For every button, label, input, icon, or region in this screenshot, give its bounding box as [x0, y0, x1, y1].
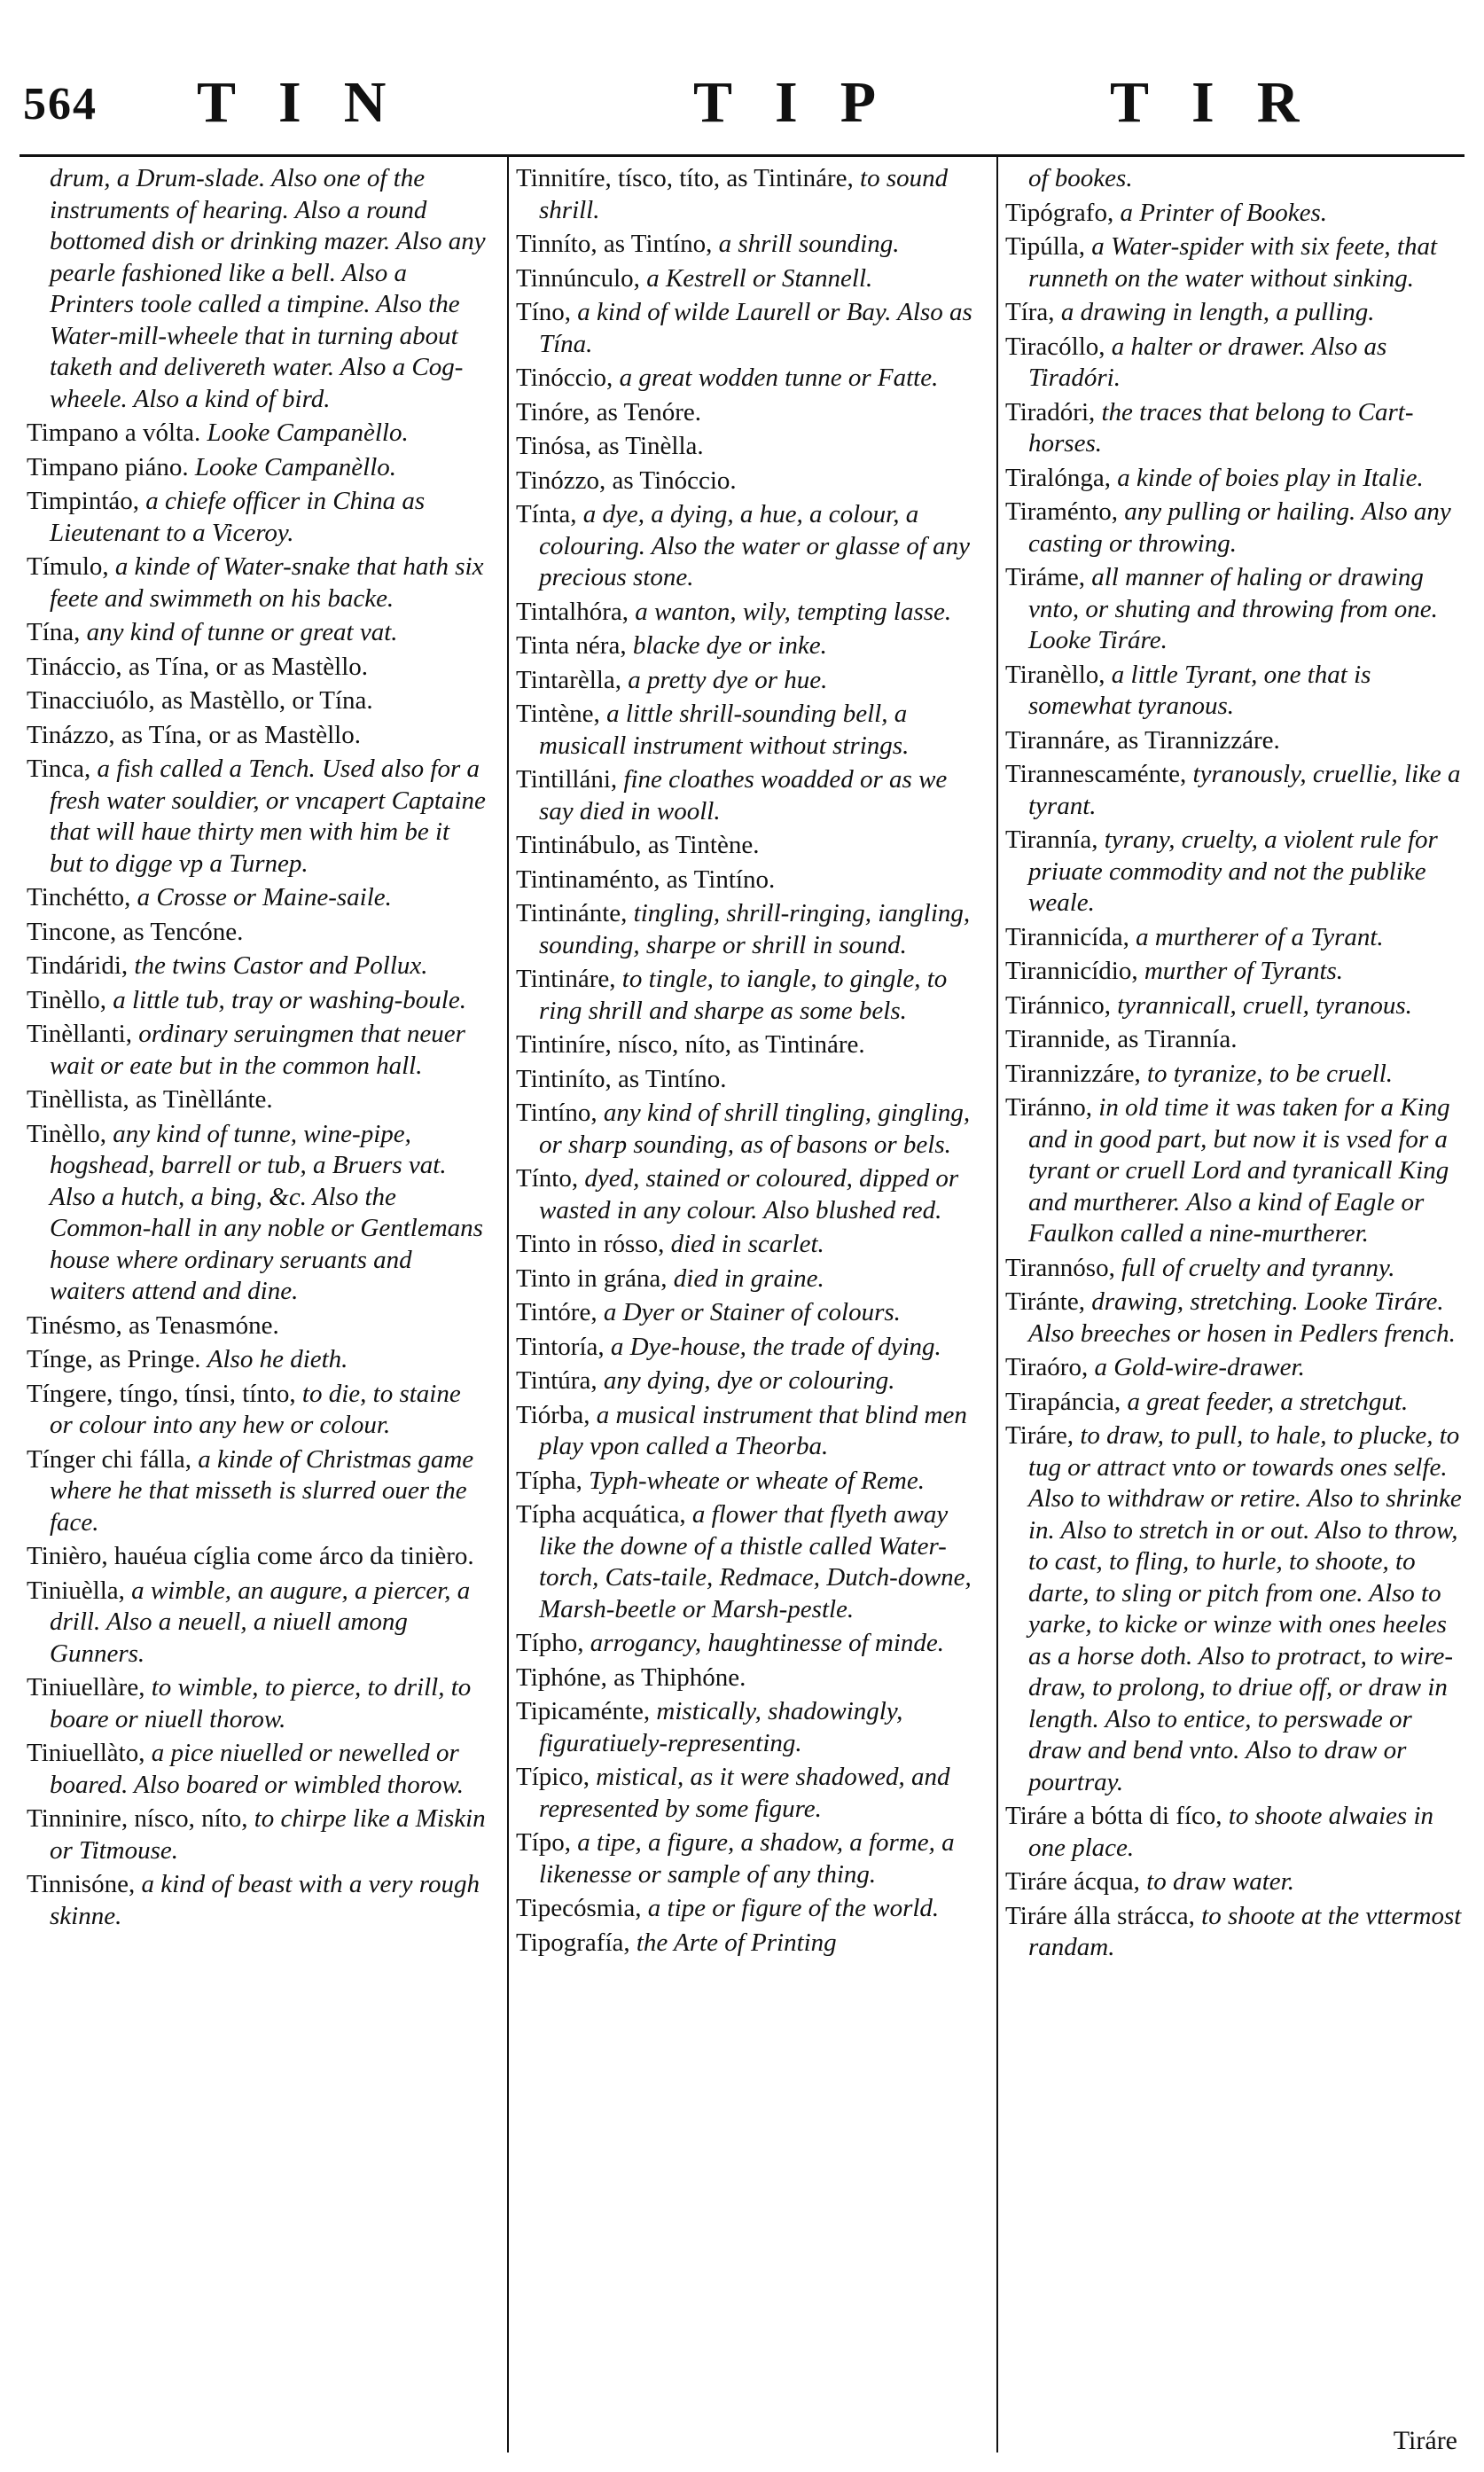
headword: Tinto in rósso,: [516, 1230, 665, 1258]
headword: Tintiníre, nísco, níto, as Tintináre.: [516, 1030, 865, 1059]
headword: Tiraménto,: [1005, 497, 1119, 526]
dictionary-entry: [516, 1696, 977, 1759]
headword: Tinèllista, as Tinèllánte.: [27, 1085, 273, 1114]
definition: to tyranize, to be cruell.: [1146, 1059, 1394, 1088]
dictionary-entry: [516, 1662, 977, 1694]
dictionary-entry: [1005, 1387, 1466, 1419]
headword: Tinóccio,: [516, 364, 613, 392]
definition: a drawing in length, a pulling.: [1060, 298, 1375, 326]
dictionary-entry: [1005, 198, 1466, 230]
dictionary-entry: [516, 499, 977, 594]
headword: Tipecósmia,: [516, 1894, 642, 1922]
definition: a Kestrell or Stannell.: [646, 263, 873, 293]
headword: Tinto in grána,: [516, 1263, 668, 1293]
dictionary-entry: [1005, 1024, 1466, 1056]
headword: Tinnúnculo,: [516, 263, 640, 293]
headword: Tintóre,: [516, 1298, 598, 1326]
definition: to draw water.: [1146, 1867, 1294, 1896]
definition: a dye, a dying, a hue, a colour, a colouring. Also the water or glasse of any precious stone.: [539, 500, 971, 591]
running-head-left: TIN: [197, 70, 429, 135]
definition: murther of Tyrants.: [1144, 957, 1344, 985]
headword: Tínge, as Pringe.: [27, 1345, 201, 1373]
definition: Looke Campanèllo.: [207, 419, 409, 447]
definition: a shrill sounding.: [718, 230, 900, 258]
headword: Tintinánte,: [516, 899, 628, 927]
headword: Tipicaménte,: [516, 1697, 651, 1725]
dictionary-entry: [1005, 1420, 1466, 1798]
definition: to sound shrill.: [539, 164, 949, 224]
headword: Tirapáncia,: [1005, 1387, 1121, 1416]
dictionary-entry: [27, 754, 488, 880]
column-1: [27, 163, 488, 2452]
dictionary-entry: [516, 1827, 977, 1890]
dictionary-entry: [27, 418, 488, 450]
definition: a musical instrument that blind men play vpon called a Theorba.: [539, 1400, 967, 1460]
dictionary-entry: [1005, 562, 1466, 657]
dictionary-entry: [27, 1444, 488, 1539]
dictionary-entry: [516, 263, 977, 295]
dictionary-entry: [1005, 231, 1466, 294]
definition: Typh-wheate or wheate of Reme.: [589, 1466, 925, 1495]
definition: a kinde of boies play in Italie.: [1117, 463, 1424, 492]
definition: any pulling or hailing. Also any casting or throwing.: [1028, 497, 1451, 558]
definition: to chirpe like a Miskin or Titmouse.: [50, 1804, 486, 1865]
definition: to shoote alwaies in one place.: [1028, 1802, 1434, 1862]
dictionary-entry: [27, 1379, 488, 1442]
headword: Tiráme,: [1005, 563, 1085, 591]
dictionary-entry: [1005, 1287, 1466, 1349]
definition: any dying, dye or colouring.: [603, 1366, 895, 1395]
dictionary-entry: [27, 985, 488, 1017]
headword: Tiniuellàto,: [27, 1739, 145, 1767]
definition: a flower that flyeth away like the downe of a thistle called Water-torch, Cats-taile, Redmace, Dutch-downe, Marsh-beetle or Marsh-pestle.: [539, 1500, 972, 1623]
definition: a fish called a Tench. Used also for a fresh water souldier, or vncapert Captaine that will haue thirty men with him be it but to digge vp a Turnep.: [50, 755, 486, 878]
definition: a chiefe officer in China as Lieutenant to a Viceroy.: [50, 487, 426, 547]
headword: Timpano piáno.: [27, 452, 189, 481]
definition: any kind of tunne, wine-pipe, hogshead, barrell or tub, a Bruers vat. Also a hutch, a bing, &c. Also the Common-hall in any noble or Gentlemans house where ordinary seruants and waiters attend and dine.: [50, 1119, 483, 1305]
dictionary-entry: [516, 163, 977, 226]
headword: Timpintáo,: [27, 487, 140, 515]
headword: Tína,: [27, 618, 81, 646]
dictionary-entry: [27, 1672, 488, 1735]
page-number: 564: [23, 79, 98, 129]
definition: fine cloathes woadded or as we say died in wooll.: [539, 765, 948, 825]
definition: a pretty dye or hue.: [628, 665, 828, 694]
definition: a Water-spider with six feete, that runneth on the water without sinking.: [1028, 232, 1438, 293]
dictionary-entry: [27, 1869, 488, 1932]
headword: Típha,: [516, 1466, 582, 1495]
dictionary-entry: [1005, 1352, 1466, 1384]
headword: Tiráre a bótta di fíco,: [1005, 1802, 1222, 1830]
headword: Tiniuèlla,: [27, 1576, 125, 1605]
definition: a little shrill-sounding bell, a musicall instrument without strings.: [539, 700, 910, 760]
headword: Tiráre ácqua,: [1005, 1867, 1140, 1896]
definition: tyranously, cruellie, like a tyrant.: [1028, 760, 1461, 820]
definition: a wimble, an augure, a piercer, a drill. Also a neuell, a niuell among Gunners.: [50, 1576, 471, 1668]
dictionary-entry: [27, 950, 488, 982]
dictionary-entry: [27, 1310, 488, 1342]
dictionary-entry: [1005, 297, 1466, 329]
dictionary-entry: [516, 1229, 977, 1261]
dictionary-entry: [1005, 922, 1466, 954]
headword: Tinnisóne,: [27, 1870, 136, 1898]
headword: Tinièro, hauéua cíglia come árco da tinièro.: [27, 1542, 474, 1570]
dictionary-entry: [516, 1466, 977, 1498]
headword: Tínta,: [516, 500, 577, 528]
definition: a halter or drawer. Also as Tiradóri.: [1028, 332, 1387, 392]
headword: Tinca,: [27, 755, 91, 783]
headword: Tiraóro,: [1005, 1353, 1089, 1381]
headword: Típico,: [516, 1763, 590, 1791]
headword: Tinósa, as Tinèlla.: [516, 432, 704, 460]
definition: a kinde of Christmas game where he that misseth is slurred ouer the face.: [50, 1444, 474, 1537]
dictionary-entry: [516, 1064, 977, 1096]
definition: a kind of wilde Laurell or Bay. Also as Tína.: [539, 298, 972, 358]
dictionary-entry: [27, 617, 488, 649]
definition: a Gold-wire-drawer.: [1094, 1353, 1305, 1381]
dictionary-entry: [516, 363, 977, 395]
definition: a great feeder, a stretchgut.: [1127, 1387, 1409, 1416]
dictionary-entry: [1005, 660, 1466, 723]
dictionary-entry: [27, 685, 488, 717]
headword: Tinninire, nísco, níto,: [27, 1804, 248, 1833]
definition: died in graine.: [673, 1263, 824, 1293]
definition: all manner of haling or drawing vnto, or shuting and throwing from one. Looke Tiráre.: [1028, 563, 1438, 654]
running-head-middle: TIP: [693, 70, 919, 135]
headword: Tirannicída,: [1005, 922, 1129, 951]
headword: Tipógrafo,: [1005, 198, 1114, 227]
headword: Típha acquática,: [516, 1500, 686, 1529]
headword: Tinázzo, as Tína, or as Mastèllo.: [27, 720, 361, 749]
header-rule: [20, 154, 1464, 157]
dictionary-entry: [516, 229, 977, 261]
headword: Tirannicídio,: [1005, 957, 1138, 985]
headword: Tinchétto,: [27, 883, 131, 911]
definition: a wanton, wily, tempting lasse.: [635, 597, 952, 626]
headword: Tíngere, tíngo, tínsi, tínto,: [27, 1379, 296, 1408]
headword: Típo,: [516, 1828, 572, 1857]
headword: Tirannide, as Tirannía.: [1005, 1025, 1238, 1053]
dictionary-entry: [516, 630, 977, 662]
dictionary-entry: [27, 1119, 488, 1308]
dictionary-entry: [27, 652, 488, 684]
headword: Tinózzo, as Tinóccio.: [516, 465, 737, 495]
dictionary-entry: [516, 665, 977, 697]
dictionary-entry: [516, 597, 977, 629]
definition: a great wodden tunne or Fatte.: [619, 364, 939, 392]
headword: Tipografía,: [516, 1928, 630, 1957]
dictionary-entry: [1005, 163, 1466, 195]
definition: mistical, as it were shadowed, and represented by some figure.: [539, 1763, 950, 1823]
definition: tyrannicall, cruell, tyranous.: [1117, 990, 1412, 1020]
dictionary-entry: [1005, 332, 1466, 395]
headword: Tintinaménto, as Tintíno.: [516, 864, 776, 894]
definition: a little Tyrant, one that is somewhat tyranous.: [1028, 660, 1371, 720]
dictionary-entry: [516, 431, 977, 463]
dictionary-entry: [516, 1029, 977, 1061]
headword: Tirannóso,: [1005, 1253, 1115, 1282]
headword: Tinnitíre, tísco, títo, as Tintináre,: [516, 164, 854, 192]
dictionary-entry: [27, 720, 488, 752]
dictionary-entry: [1005, 1901, 1466, 1964]
dictionary-entry: [516, 1628, 977, 1660]
definition: a murtherer of a Tyrant.: [1136, 922, 1384, 951]
dictionary-entry: [516, 1263, 977, 1295]
headword: Tímulo,: [27, 552, 109, 581]
column-rule: [507, 154, 509, 2452]
dictionary-entry: [27, 882, 488, 914]
headword: Tínger chi fálla,: [27, 1444, 191, 1474]
headword: Tínto,: [516, 1164, 579, 1193]
dictionary-entry: [27, 1803, 488, 1866]
headword: Tirannía,: [1005, 825, 1098, 854]
dictionary-entry: [516, 1893, 977, 1925]
dictionary-entry: [516, 864, 977, 896]
definition: the traces that belong to Cart-horses.: [1028, 397, 1414, 458]
dictionary-entry: [516, 1400, 977, 1463]
headword: Tirannescaménte,: [1005, 760, 1187, 788]
definition: blacke dye or inke.: [632, 631, 827, 660]
dictionary-entry: [27, 452, 488, 484]
definition: a pice niuelled or newelled or boared. Also boared or wimbled thorow.: [50, 1739, 464, 1799]
headword: Tirannizzáre,: [1005, 1059, 1141, 1088]
headword: Tintíno,: [516, 1099, 598, 1127]
dictionary-entry: [516, 397, 977, 429]
headword: Tipúlla,: [1005, 232, 1085, 261]
headword: Tiradóri,: [1005, 397, 1096, 426]
definition: a tipe, a figure, a shadow, a forme, a likenesse or sample of any thing.: [539, 1828, 955, 1889]
definition: a Dyer or Stainer of colours.: [603, 1298, 901, 1326]
dictionary-entry: [516, 699, 977, 762]
headword: Tinníto, as Tintíno,: [516, 230, 713, 258]
dictionary-entry: [27, 163, 488, 415]
headword: Tinta néra,: [516, 631, 627, 660]
dictionary-entry: [1005, 956, 1466, 988]
dictionary-entry: [27, 1738, 488, 1801]
dictionary-page: [20, 59, 1464, 2455]
headword: Tiranèllo,: [1005, 660, 1105, 689]
headword: Tináccio, as Tína, or as Mastèllo.: [27, 652, 369, 681]
headword: Tiniuellàre,: [27, 1673, 145, 1701]
headword: Tinèllo,: [27, 985, 106, 1014]
dictionary-entry: [516, 1098, 977, 1161]
definition: a kinde of Water-snake that hath six feete and swimmeth on his backe.: [50, 552, 484, 613]
dictionary-entry: [516, 1297, 977, 1329]
definition: arrogancy, haughtinesse of minde.: [590, 1629, 945, 1657]
dictionary-entry: [27, 1576, 488, 1670]
headword: Tintoría,: [516, 1332, 605, 1361]
headword: Tintiníto, as Tintíno.: [516, 1064, 727, 1093]
dictionary-entry: [27, 486, 488, 549]
dictionary-entry: [1005, 463, 1466, 495]
definition: the Arte of Printing: [636, 1928, 837, 1957]
dictionary-entry: [27, 1541, 488, 1573]
definition: died in scarlet.: [670, 1230, 824, 1258]
headword: Tintinábulo, as Tintène.: [516, 831, 760, 859]
definition: a Dye-house, the trade of dying.: [610, 1332, 941, 1361]
dictionary-entry: [1005, 397, 1466, 460]
definition: a little tub, tray or washing-boule.: [113, 985, 466, 1014]
headword: Tiránno,: [1005, 1093, 1093, 1122]
headword: Tinèllo,: [27, 1119, 106, 1148]
headword: Tiráre,: [1005, 1421, 1074, 1450]
dictionary-entry: [27, 917, 488, 949]
headword: Típho,: [516, 1629, 584, 1657]
dictionary-entry: [1005, 725, 1466, 757]
headword: Tiránnico,: [1005, 990, 1111, 1020]
headword: Tiphóne, as Thiphóne.: [516, 1662, 746, 1692]
headword: Tintúra,: [516, 1366, 598, 1395]
dictionary-entry: [516, 964, 977, 1027]
dictionary-entry: [1005, 497, 1466, 559]
column-2: [516, 163, 977, 2452]
definition: mistically, shadowingly, figuratiuely-representing.: [539, 1697, 903, 1757]
dictionary-entry: [516, 1928, 977, 1960]
dictionary-entry: [1005, 1801, 1466, 1864]
dictionary-entry: [27, 1344, 488, 1376]
definition: full of cruelty and tyranny.: [1121, 1253, 1395, 1282]
dictionary-entry: [1005, 1059, 1466, 1091]
headword: Tinóre, as Tenóre.: [516, 397, 702, 426]
headword: Tinésmo, as Tenasmóne.: [27, 1310, 279, 1340]
headword: Tincone, as Tencóne.: [27, 917, 244, 946]
dictionary-entry: [516, 1365, 977, 1397]
headword: Tintène,: [516, 700, 600, 728]
definition: a tipe or figure of the world.: [647, 1894, 940, 1922]
headword: Tiralónga,: [1005, 463, 1111, 492]
definition: to wimble, to pierce, to drill, to boare or niuell thorow.: [50, 1673, 472, 1733]
headword: Tíra,: [1005, 298, 1055, 326]
dictionary-entry: [516, 1499, 977, 1625]
dictionary-entry: [27, 552, 488, 614]
definition: tingling, shrill-ringing, iangling, sounding, sharpe or shrill in sound.: [539, 899, 971, 959]
definition: drum, a Drum-slade. Also one of the instruments of hearing. Also a round bottomed dish or drinking mazer. Also any pearle fashioned like a bell. Also a Printers toole called a timpine. Also the Water-mill-wheele that in turning about taketh and delivereth water. Also a Cog-wheele. Also a kind of bird.: [50, 164, 486, 413]
headword: Tintináre,: [516, 965, 616, 993]
definition: dyed, stained or coloured, dipped or wasted in any colour. Also blushed red.: [539, 1164, 959, 1224]
definition: a Printer of Bookes.: [1120, 198, 1328, 227]
headword: Tintilláni,: [516, 765, 618, 794]
headword: Tiracóllo,: [1005, 332, 1105, 361]
headword: Tirannáre, as Tirannizzáre.: [1005, 725, 1280, 755]
headword: Tinacciuólo, as Mastèllo, or Tína.: [27, 686, 373, 715]
column-rule: [996, 154, 998, 2452]
definition: Also he dieth.: [207, 1345, 348, 1373]
definition: to draw, to pull, to hale, to plucke, to tug or attract vnto or towards ones selfe. Also to withdraw or retire. Also to shrinke in. Also to stretch in or out. Also to throw, to cast, to fling, to hurle, to shoote, to darte, to sling or pitch from one. Also to yarke, to kicke or winze with ones heeles as a horse doth. Also to protract, to wire-draw, to prolong, to driue off, or draw in length. Also to entice, to perswade or draw and bend vnto. Also to draw or pourtray.: [1028, 1421, 1462, 1796]
dictionary-entry: [27, 1084, 488, 1116]
definition: any kind of tunne or great vat.: [86, 618, 398, 646]
dictionary-entry: [1005, 825, 1466, 919]
headword: Tíno,: [516, 298, 572, 326]
running-head-right: TIR: [1110, 70, 1342, 135]
dictionary-entry: [27, 1019, 488, 1082]
dictionary-entry: [516, 1762, 977, 1825]
dictionary-entry: [516, 1163, 977, 1226]
definition: to die, to staine or colour into any hew or colour.: [50, 1379, 461, 1439]
dictionary-entry: [1005, 990, 1466, 1022]
dictionary-entry: [516, 1332, 977, 1364]
definition: drawing, stretching. Looke Tiráre. Also breeches or hosen in Pedlers french.: [1028, 1287, 1456, 1348]
catchword: Tiráre: [1393, 2426, 1457, 2455]
definition: tyrany, cruelty, a violent rule for priuate commodity and not the publike weale.: [1028, 825, 1438, 917]
dictionary-entry: [1005, 759, 1466, 822]
headword: Tindáridi,: [27, 951, 129, 980]
dictionary-entry: [1005, 1866, 1466, 1898]
dictionary-entry: [516, 764, 977, 827]
headword: Tintalhóra,: [516, 597, 629, 626]
definition: any kind of shrill tingling, gingling, or sharp sounding, as of basons or bels.: [539, 1099, 971, 1159]
definition: Looke Campanèllo.: [194, 452, 397, 481]
headword: Tiráre álla strácca,: [1005, 1901, 1195, 1930]
definition: a kind of beast with a very rough skinne.: [50, 1870, 480, 1930]
dictionary-entry: [1005, 1092, 1466, 1250]
headword: Timpano a vólta.: [27, 419, 201, 447]
definition: of bookes.: [1028, 164, 1133, 192]
dictionary-entry: [516, 898, 977, 961]
definition: to shoote at the vttermost randam.: [1028, 1901, 1462, 1961]
definition: ordinary seruingmen that neuer wait or eate but in the common hall.: [50, 1020, 465, 1080]
definition: to tingle, to iangle, to gingle, to ring shrill and sharpe as some bels.: [539, 965, 948, 1025]
headword: Tintarèlla,: [516, 665, 621, 694]
dictionary-entry: [516, 830, 977, 862]
headword: Tiórba,: [516, 1400, 590, 1429]
dictionary-entry: [516, 465, 977, 497]
definition: a Crosse or Maine-saile.: [137, 883, 392, 911]
column-3: [1005, 163, 1466, 2452]
definition: the twins Castor and Pollux.: [134, 951, 428, 980]
headword: Tiránte,: [1005, 1287, 1085, 1316]
dictionary-entry: [1005, 1253, 1466, 1285]
dictionary-entry: [516, 297, 977, 360]
definition: in old time it was taken for a King and in good part, but now it is vsed for a tyrant or cruell Lord and tyranicall King and murtherer. Also a kind of Eagle or Faulkon called a nine-murtherer.: [1028, 1093, 1450, 1248]
headword: Tinèllanti,: [27, 1020, 132, 1048]
page-header: [20, 59, 1464, 156]
